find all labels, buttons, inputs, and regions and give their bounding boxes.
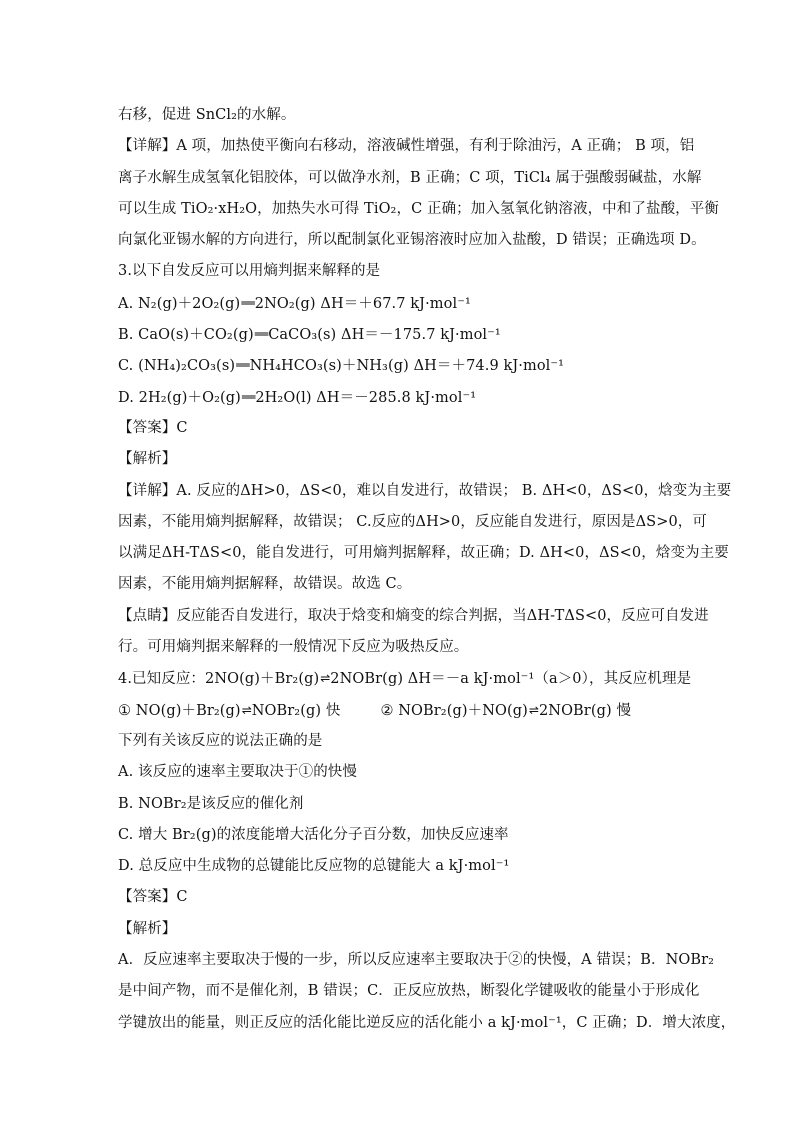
text-line: 学键放出的能量，则正反应的活化能比逆反应的活化能小 a kJ·mol⁻¹，C 正确；D．增大浓度， bbox=[118, 1014, 736, 1031]
document-page bbox=[118, 100, 736, 1039]
text-line: 【详解】A 项，加热使平衡向右移动，溶液碱性增强，有利于除油污，A 正确； B 项，铝 bbox=[118, 138, 695, 155]
text-line: 【详解】A. 反应的ΔH>0，ΔS<0，难以自发进行，故错误； B. ΔH<0，ΔS<0，焓变为主要 bbox=[118, 482, 732, 499]
text-line: 是中间产物，而不是催化剂，B 错误；C．正反应放热，断裂化学键吸收的能量小于形成化 bbox=[118, 983, 700, 1000]
mechanism-step-1-right: NOBr₂(g) 快 bbox=[251, 702, 341, 719]
equals-arrow-icon: ══ bbox=[236, 358, 249, 373]
text-line: 右移，促进 SnCl₂的水解。 bbox=[118, 107, 296, 123]
equals-arrow-icon: ══ bbox=[241, 389, 255, 404]
equation-right: NH₄HCO₃(s)＋NH₃(g) ΔH＝＋74.9 kJ·mol⁻¹ bbox=[249, 358, 565, 375]
question-title: 3.以下自发反应可以用熵判据来解释的是 bbox=[118, 263, 381, 280]
equals-arrow-icon: ══ bbox=[254, 327, 268, 342]
option-b bbox=[118, 319, 678, 350]
equation-left: D. 2H₂(g)＋O₂(g) bbox=[118, 389, 241, 406]
text-line: 行。可用熵判据来解释的一般情况下反应为吸热反应。 bbox=[118, 639, 469, 656]
equation-left: C. (NH₄)₂CO₃(s) bbox=[118, 358, 236, 375]
option-a: A. 该反应的速率主要取决于①的快慢 bbox=[118, 764, 357, 781]
option-a bbox=[118, 288, 678, 319]
analysis-label: 【解析】 bbox=[118, 920, 177, 937]
equation-right: CaCO₃(s) ΔH＝－175.7 kJ·mol⁻¹ bbox=[268, 327, 501, 344]
text-line: 离子水解生成氢氧化铝胶体，可以做净水剂，B 正确；C 项，TiCl₄ 属于强酸弱碱盐，水解 bbox=[118, 169, 702, 186]
equation-right: 2NO₂(g) ΔH＝＋67.7 kJ·mol⁻¹ bbox=[254, 295, 471, 312]
mechanism-step-1-left: ① NO(g)＋Br₂(g) bbox=[118, 702, 241, 719]
equation-left: A. N₂(g)＋2O₂(g) bbox=[118, 295, 241, 312]
mechanism-step-2-left: ② NOBr₂(g)＋NO(g) bbox=[380, 702, 528, 719]
text-line: A．反应速率主要取决于慢的一步，所以反应速率主要取决于②的快慢，A 错误；B．NOBr₂ bbox=[118, 952, 715, 969]
text-line: 可以生成 TiO₂·xH₂O，加热失水可得 TiO₂，C 正确；加入氢氧化钠溶液，中和了盐酸，平衡 bbox=[118, 200, 719, 217]
option-d: D. 总反应中生成物的总键能比反应物的总键能大 a kJ·mol⁻¹ bbox=[118, 858, 510, 875]
mechanism-line bbox=[118, 695, 678, 726]
mechanism-step-2-right: 2NOBr(g) 慢 bbox=[538, 702, 632, 719]
equation-right: 2NOBr(g) ΔH＝－a kJ·mol⁻¹（a＞0），其反应机理是 bbox=[330, 671, 692, 688]
text-line: 以满足ΔH-TΔS<0，能自发进行，可用熵判据解释，故正确；D. ΔH<0，ΔS<0，焓变为主要 bbox=[118, 545, 729, 562]
analysis-label: 【解析】 bbox=[118, 451, 177, 468]
option-c bbox=[118, 350, 678, 381]
text-line: 【点睛】反应能否自发进行，取决于焓变和熵变的综合判据，当ΔH-TΔS<0，反应可自发进 bbox=[118, 607, 709, 624]
answer-label: 【答案】C bbox=[118, 419, 188, 436]
text-line: 向氯化亚锡水解的方向进行，所以配制氯化亚锡溶液时应加入盐酸，D 错误；正确选项 D。 bbox=[118, 232, 706, 249]
text-line: 下列有关该反应的说法正确的是 bbox=[118, 732, 323, 749]
option-b: B. NOBr₂是该反应的催化剂 bbox=[118, 795, 304, 812]
equilibrium-arrow-icon: ⇌ bbox=[528, 702, 538, 717]
equation-left: B. CaO(s)＋CO₂(g) bbox=[118, 327, 254, 344]
equation-right: 2H₂O(l) ΔH＝－285.8 kJ·mol⁻¹ bbox=[255, 389, 477, 406]
equilibrium-arrow-icon: ⇌ bbox=[241, 702, 251, 717]
question-title bbox=[118, 663, 692, 694]
option-d bbox=[118, 382, 678, 413]
equals-arrow-icon: ══ bbox=[241, 295, 254, 310]
text-line: 因素，不能用熵判据解释，故错误。故选 C。 bbox=[118, 576, 412, 593]
equation-left: 4.已知反应：2NO(g)＋Br₂(g) bbox=[118, 671, 320, 688]
text-line: 因素，不能用熵判据解释，故错误； C.反应的ΔH>0，反应能自发进行，原因是ΔS>0，可 bbox=[118, 513, 707, 530]
option-c: C. 增大 Br₂(g)的浓度能增大活化分子百分数，加快反应速率 bbox=[118, 826, 509, 843]
answer-label: 【答案】C bbox=[118, 889, 188, 906]
equilibrium-arrow-icon: ⇌ bbox=[320, 671, 330, 686]
